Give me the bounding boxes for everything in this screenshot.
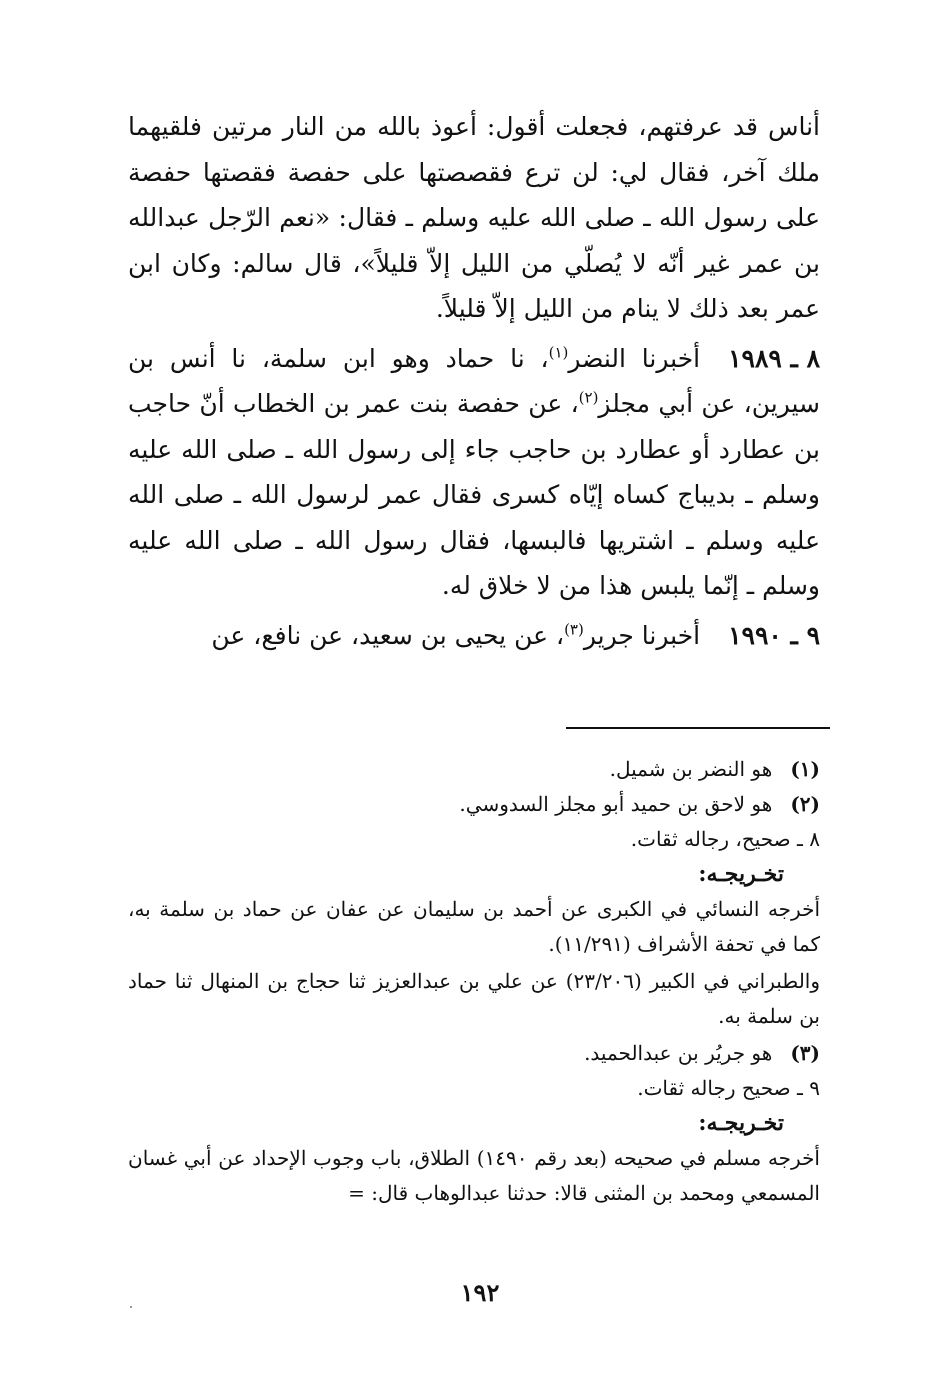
hadith-text: ، عن يحيى بن سعيد، عن نافع، عن (211, 620, 565, 650)
footnote-2 (128, 787, 820, 822)
takhrij-8-nasai: أخرجه النسائي في الكبرى عن أحمد بن سليمان عن عفان عن حماد بن سلمة به، كما في تحفة الأشراف (١١/٢٩١). (128, 897, 820, 956)
hadith-1989 (128, 336, 820, 609)
takhrij-heading: تخـريجـه: (698, 1110, 784, 1136)
hadith-lead: أخبرنا جرير (583, 620, 701, 650)
hadith-1990 (128, 613, 820, 659)
scan-speck (130, 1306, 132, 1308)
footnote-number: (٣) (790, 1041, 820, 1065)
footnote-ref-3: (٣) (564, 620, 584, 639)
footnote-separator (566, 727, 830, 729)
footnotes (128, 752, 820, 1213)
footnote-ref-2: (٢) (578, 388, 599, 407)
footnote-ref-1: (١) (548, 343, 569, 362)
footnote-number: (١) (790, 757, 820, 781)
hadith-number: ٨ ـ ١٩٨٩ (728, 343, 820, 373)
footnote-3 (128, 1036, 820, 1071)
footnote-1 (128, 752, 820, 787)
hadith-number: ٩ ـ ١٩٩٠ (728, 620, 820, 650)
footnote-text: هو لاحق بن حميد أبو مجلز السدوسي. (459, 792, 773, 816)
takhrij-8-tabarani: والطبراني في الكبير (٢٣/٢٠٦) عن علي بن عبدالعزيز ثنا حجاج بن المنهال ثنا حماد بن سلمة به. (128, 969, 820, 1028)
grade-8: ٨ ـ صحيح، رجاله ثقات. (630, 827, 820, 851)
hadith-text-b: ، عن حفصة بنت عمر بن الخطاب أنّ حاجب بن عطارد أو عطارد بن حاجب جاء إلى رسول الله ـ صلى الله عليه وسلم ـ بديباج كساه إيّاه كسرى فقال عمر لرسول الله ـ صلى الله عليه وسلم ـ اشتريها فالبسها، فقال رسول الله ـ صلى الله عليه وسلم ـ إنّما يلبس هذا من لا خلاق له. (128, 389, 820, 600)
page-number: ١٩٢ (460, 1278, 500, 1307)
continuation-paragraph: أناس قد عرفتهم، فجعلت أقول: أعوذ بالله من النار مرتين فلقيهما ملك آخر، فقال لي: لن ترع فقصصتها على حفصة فقصتها حفصة على رسول الله ـ صلى الله عليه وسلم ـ فقال: «نعم الرّجل عبدالله بن عمر غير أنّه لا يُصلّي من الليل إلاّ قليلاً»، قال سالم: وكان ابن عمر بعد ذلك لا ينام من الليل إلاّ قليلاً. (128, 112, 820, 323)
grade-9: ٩ ـ صحيح رجاله ثقات. (637, 1076, 820, 1100)
footnote-number: (٢) (790, 792, 820, 816)
hadith-lead: أخبرنا النضر (568, 343, 701, 373)
takhrij-heading: تخـريجـه: (698, 861, 784, 887)
footnote-text: هو جريُر بن عبدالحميد. (584, 1041, 773, 1065)
footnote-text: هو النضر بن شميل. (609, 757, 773, 781)
takhrij-9-muslim: أخرجه مسلم في صحيحه (بعد رقم ١٤٩٠) الطلاق، باب وجوب الإحداد عن أبي غسان المسمعي ومحمد بن المثنى قالا: حدثنا عبدالوهاب قال: = (128, 1146, 820, 1205)
hadith-text-a: ، نا حماد وهو ابن سلمة، نا أنس بن سيرين، عن أبي مجلز (128, 343, 820, 418)
main-text (128, 104, 820, 662)
